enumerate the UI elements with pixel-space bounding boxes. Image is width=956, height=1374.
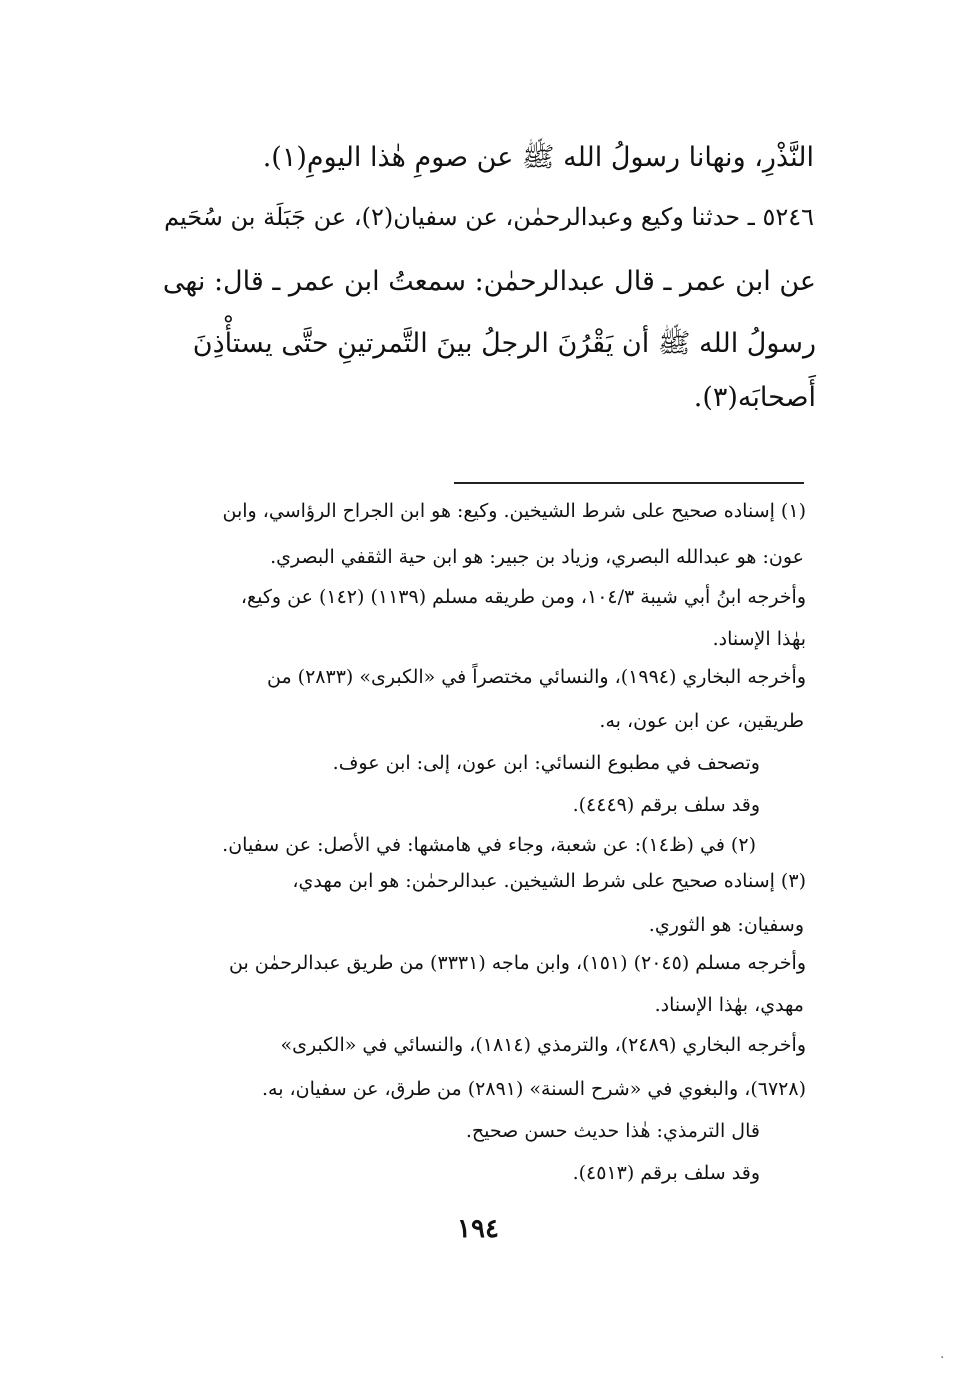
footnote-line: (٦٧٢٨)، والبغوي في «شرح السنة» (٢٨٩١) من طرق، عن سفيان، به. xyxy=(261,1078,806,1100)
footnote-line: وأخرجه البخاري (١٩٩٤)، والنسائي مختصراً في «الكبرى» (٢٨٣٣) من xyxy=(267,666,806,688)
footnote-line: قال الترمذي: هٰذا حديث حسن صحيح. xyxy=(465,1120,760,1142)
main-text-line: ٥٢٤٦ ـ حدثنا وكيع وعبدالرحمٰن، عن سفيان(٢)، عن جَبَلَة بن سُحَيم xyxy=(164,203,814,231)
footnote-separator xyxy=(454,482,804,484)
footnote-line: (١) إسناده صحيح على شرط الشيخين. وكيع: هو ابن الجراح الرؤاسي، وابن xyxy=(222,500,806,522)
main-text-line: رسولُ الله ﷺ أن يَقْرُنَ الرجلُ بينَ التَّمرتينِ حتَّى يستأْذِنَ xyxy=(192,328,816,359)
main-text-line: عن ابن عمر ـ قال عبدالرحمٰن: سمعتُ ابن عمر ـ قال: نهى xyxy=(162,266,816,297)
page-number: ١٩٤ xyxy=(457,1214,499,1244)
footnote-line: وأخرجه مسلم (٢٠٤٥) (١٥١)، وابن ماجه (٣٣٣١) من طريق عبدالرحمٰن بن xyxy=(228,952,806,974)
footnote-line: عون: هو عبدالله البصري، وزياد بن جبير: هو ابن حية الثقفي البصري. xyxy=(270,546,804,568)
footnote-line: طريقين، عن ابن عون، به. xyxy=(599,710,804,732)
footnote-line: وتصحف في مطبوع النسائي: ابن عون، إلى: ابن عوف. xyxy=(332,752,760,774)
footnote-line: بهٰذا الإسناد. xyxy=(712,628,806,650)
footnote-line: (٢) في (ظ١٤): عن شعبة، وجاء في هامشها: في الأصل: عن سفيان. xyxy=(222,834,756,856)
footnote-line: وأخرجه البخاري (٢٤٨٩)، والترمذي (١٨١٤)، والنسائي في «الكبرى» xyxy=(280,1034,806,1056)
footnote-line: وسفيان: هو الثوري. xyxy=(648,914,804,936)
scan-speck: · xyxy=(940,1350,945,1366)
footnote-line: مهدي، بهٰذا الإسناد. xyxy=(654,994,804,1016)
footnote-line: وقد سلف برقم (٤٥١٣). xyxy=(572,1162,760,1184)
main-text-line: أَصحابَه(٣). xyxy=(693,382,816,413)
main-text-line: النَّذْرِ، ونهانا رسولُ الله ﷺ عن صومِ هٰذا اليومِ(١). xyxy=(262,142,814,173)
footnote-line: وأخرجه ابنُ أبي شيبة ١٠٤/٣، ومن طريقه مسلم (١١٣٩) (١٤٢) عن وكيع، xyxy=(240,586,806,608)
footnote-line: (٣) إسناده صحيح على شرط الشيخين. عبدالرحمٰن: هو ابن مهدي، xyxy=(292,870,806,892)
footnote-line: وقد سلف برقم (٤٤٤٩). xyxy=(572,794,760,816)
